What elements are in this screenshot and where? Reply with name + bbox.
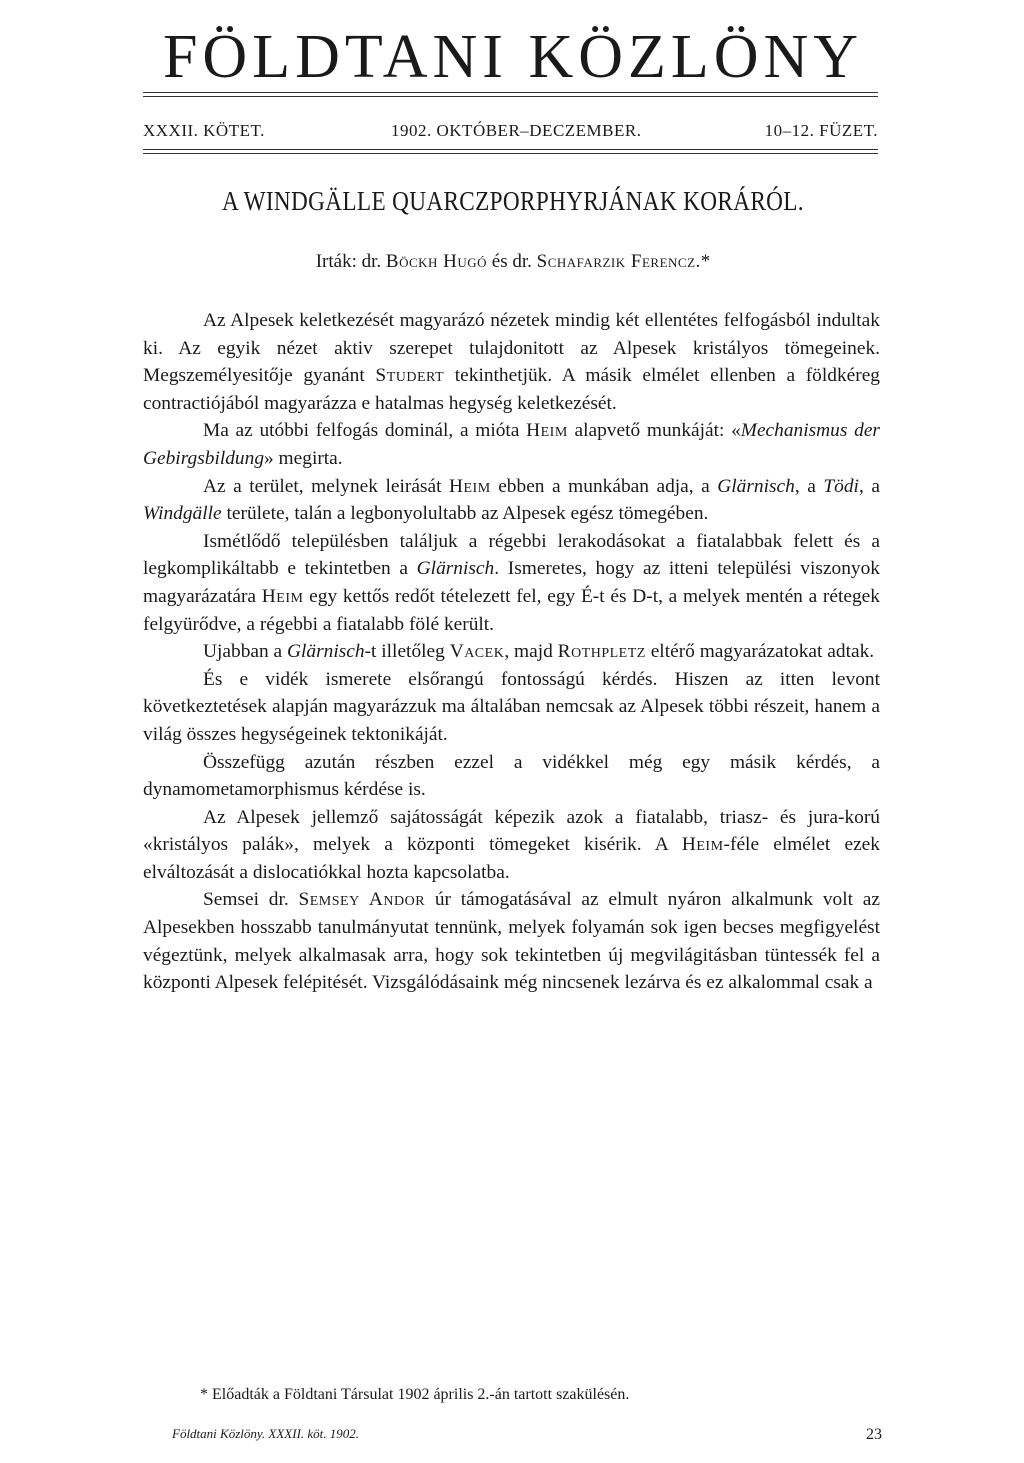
name-studert: Studert bbox=[375, 365, 445, 387]
p8-a: Az Alpesek jellemző sajátosságát képezik azok a fiatalabb, triasz- és jura-korú «kristályos palák», melyek a központi tömegeket kisérik. A bbox=[143, 806, 880, 856]
authors-prefix: Irták: dr. bbox=[315, 251, 382, 272]
p3-c: , a bbox=[794, 475, 816, 497]
paragraph-4 bbox=[143, 528, 880, 638]
p1-text: Az Alpesek keletkezését magyarázó nézetek mindig két ellentétes felfogásból indultak ki. Az egyik nézet aktiv szerepet tulajdonitott az Alpesek kristályos tömegeinek. Megszemélyesitője gyanánt bbox=[143, 310, 880, 387]
p9-b: úr támogatásával az elmult nyáron alkalmunk volt az Alpesekben hosszabb tanulmányutat tennünk, melyek folyamán sok igen becses megfigyelést végeztünk, melyek alkalmasak arra, hogy sok tekintetben új megvilágitásban tüntessék fel a központi Alpesek felépitését. Vizsgálódásaink még nincsenek lezárva és ez alkalommal csak a bbox=[143, 889, 880, 994]
place-windgalle: Windgälle bbox=[143, 503, 222, 525]
p2-b: alapvető munkáját: « bbox=[574, 420, 741, 442]
header-rule-top bbox=[143, 92, 878, 93]
paragraph-2 bbox=[143, 417, 880, 472]
issue-number: 10–12. FÜZET. bbox=[764, 121, 878, 140]
volume-label: XXXII. KÖTET. bbox=[143, 121, 265, 140]
paragraph-7: Összefügg azután részben ezzel a vidékkel még egy másik kérdés, a dynamometamorphismus kérdése is. bbox=[143, 751, 880, 801]
footnote bbox=[200, 1386, 880, 1404]
p2-c: » megirta. bbox=[264, 447, 343, 469]
footnote-text: Előadták a Földtani Társulat 1902 április 2.-án tartott szakülésén. bbox=[212, 1386, 630, 1403]
author-schafarzik: Schafarzik Ferencz. bbox=[536, 251, 701, 272]
page-number: 23 bbox=[866, 1426, 882, 1443]
p4-b: . Ismeretes, hogy az itteni települési viszonyok magyarázatára bbox=[143, 558, 880, 607]
p9-a: Semsei dr. bbox=[203, 889, 289, 911]
author-bockh: Böckh Hugó bbox=[385, 251, 488, 272]
article-title: A WINDGÄLLE QUARCZPORPHYRJÁNAK KORÁRÓL. bbox=[222, 186, 804, 216]
p4-c: egy kettős redőt tételezett fel, egy É-t és D-t, a melyek mentén a rétegek felgyürődve, a régebbi a fiatalabb fölé került. bbox=[143, 585, 880, 635]
name-heim-1: Heim bbox=[526, 420, 568, 442]
place-todi: Tödi bbox=[823, 475, 859, 497]
paragraph-3 bbox=[143, 473, 880, 528]
p3-d: , a bbox=[858, 475, 880, 497]
p5-b: -t illetőleg bbox=[364, 641, 445, 663]
issue-date: 1902. OKTÓBER–DECZEMBER. bbox=[391, 121, 642, 140]
paragraph-9 bbox=[143, 886, 880, 996]
name-vacek: Vacek bbox=[449, 641, 505, 663]
name-heim-3: Heim bbox=[261, 585, 304, 607]
work-title: Mechanismus der Gebirgsbildung bbox=[143, 420, 880, 469]
p5-c: , majd bbox=[504, 641, 553, 663]
p3-a: Az a terület, melynek leirását bbox=[203, 475, 442, 497]
paragraph-8 bbox=[143, 804, 880, 887]
p1-end: tekinthetjük. A másik elmélet ellenben a földkéreg contractiójából magyarázza e hatalmas hegység keletkezését. bbox=[143, 365, 881, 414]
name-heim-4: Heim bbox=[681, 834, 724, 856]
paragraph-6: És e vidék ismerete elsőrangú fontosságú kérdés. Hiszen az itten levont következtetések alapján magyarázzuk ma általában nemcsak az Alpesek többi részeit, hanem a világ összes hegységeinek tektonikáját. bbox=[143, 668, 880, 745]
paragraph-5 bbox=[143, 638, 880, 666]
p3-b: ebben a munkában adja, a bbox=[498, 475, 710, 497]
article-body bbox=[143, 307, 880, 997]
paragraph-1 bbox=[143, 307, 880, 417]
p5-a: Ujabban a bbox=[203, 641, 283, 663]
issue-line bbox=[143, 121, 878, 143]
name-rothpletz: Rothpletz bbox=[557, 641, 646, 663]
footnote-star: * bbox=[200, 1386, 208, 1403]
p5-d: eltérő magyarázatokat adtak. bbox=[650, 641, 875, 663]
place-glarnisch-1: Glärnisch bbox=[717, 475, 795, 497]
header-rule-top-2 bbox=[143, 96, 878, 97]
p2-a: Ma az utóbbi felfogás dominál, a mióta bbox=[203, 420, 520, 442]
footnote-mark: * bbox=[700, 251, 711, 272]
header-rule-bottom-2 bbox=[143, 153, 878, 154]
header-rule-bottom bbox=[143, 149, 878, 150]
p3-e: területe, talán a legbonyolultabb az Alpesek egész tömegében. bbox=[226, 503, 709, 525]
p4-a: Ismétlődő településben találjuk a régebbi lerakodásokat a fiatalabbak felett és a legkomplikáltabb e tekintetben a bbox=[143, 530, 880, 580]
p8-b: -féle elmélet ezek elváltozását a dislocatiókkal hozta kapcsolatba. bbox=[143, 834, 880, 883]
article-authors bbox=[143, 251, 883, 273]
place-glarnisch-3: Glärnisch bbox=[287, 641, 365, 663]
name-heim-2: Heim bbox=[449, 475, 491, 497]
footer-journal: Földtani Közlöny. XXXII. köt. 1902. bbox=[172, 1426, 360, 1441]
journal-masthead: FÖLDTANI KÖZLÖNY bbox=[162, 23, 864, 91]
name-semsey: Semsey Andor bbox=[298, 889, 426, 911]
place-glarnisch-2: Glärnisch bbox=[416, 558, 495, 580]
authors-and: és dr. bbox=[491, 251, 532, 272]
